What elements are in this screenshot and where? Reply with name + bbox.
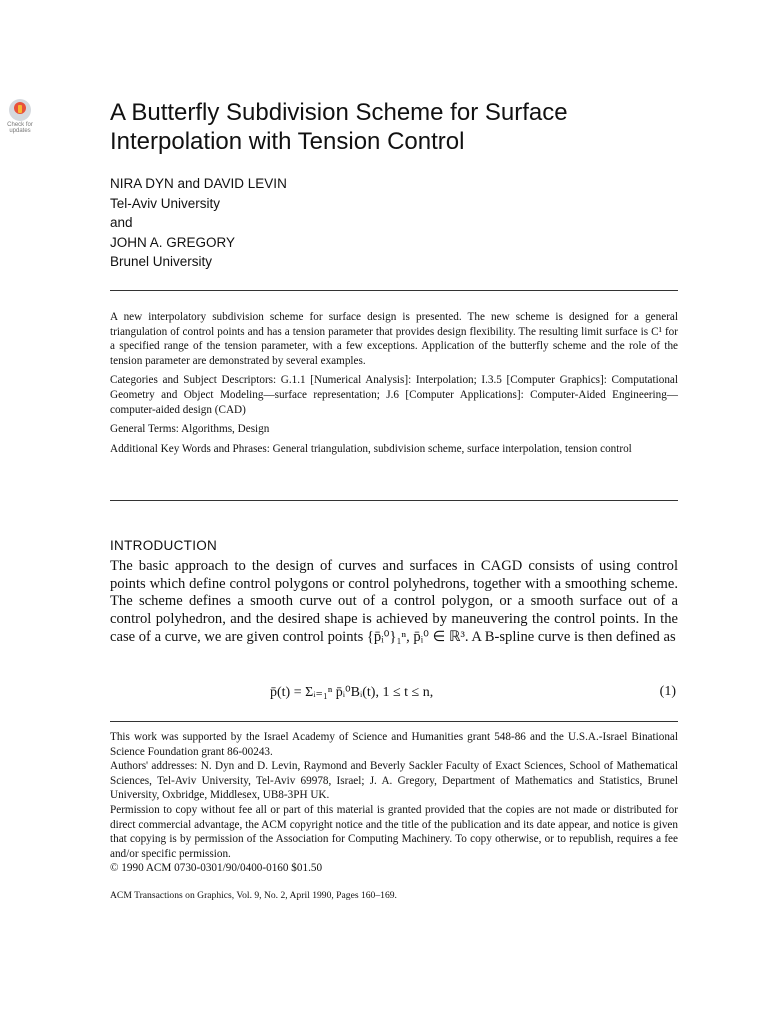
address-note: Authors' addresses: N. Dyn and D. Levin, Raymond and Beverly Sackler Faculty of Exact Sciences, School of Mathematical Sciences, Tel-Aviv University, Tel-Aviv 69978, Israel; J. A. Gregory, Department of Mathematics and Statistics, Brunel University, Oxbridge, Middlesex, UB8-3PH UK. [110, 760, 678, 802]
equation-body: p̄(t) = Σᵢ₌₁ⁿ p̄ᵢ⁰Bᵢ(t), 1 ≤ t ≤ n, [270, 685, 434, 700]
footnote-divider [110, 721, 678, 722]
funding-note: This work was supported by the Israel Academy of Science and Humanities grant 548-86 and the U.S.A.-Israel Binational Science Foundation grant 86-00243. [110, 731, 678, 758]
divider-top [110, 290, 678, 291]
journal-citation: ACM Transactions on Graphics, Vol. 9, No. 2, April 1990, Pages 160–169. [110, 890, 397, 901]
author-line: JOHN A. GREGORY [110, 234, 236, 250]
footnotes-block [110, 730, 678, 876]
equation-number: (1) [659, 684, 676, 699]
check-for-updates-badge[interactable] [4, 99, 36, 134]
equation-1 [110, 678, 678, 714]
section-heading: INTRODUCTION [110, 538, 218, 553]
categories-text: Categories and Subject Descriptors: G.1.1 [Numerical Analysis]: Interpolation; I.3.5 [Computer Graphics]: Computational Geometry and Object Modeling—surface representation; J.6 [Computer Applications]: Computer-Aided Engineering—computer-aided design (CAD) [110, 374, 678, 416]
permission-note: Permission to copy without fee all or part of this material is granted provided that the copies are not made or distributed for direct commercial advantage, the ACM copyright notice and the title of the publication and its date appear, and notice is given that copying is by permission of the Association for Computing Machinery. To copy otherwise, or to republish, requires a fee and/or specific permission. [110, 803, 678, 860]
introduction-body [110, 558, 678, 647]
affiliation-line: Tel-Aviv University [110, 195, 221, 211]
divider-bottom [110, 500, 678, 501]
general-terms-text: General Terms: Algorithms, Design [110, 423, 270, 436]
author-line: NIRA DYN and DAVID LEVIN [110, 176, 287, 191]
badge-label: Check for updates [7, 122, 33, 134]
keywords-text: Additional Key Words and Phrases: General triangulation, subdivision scheme, surface interpolation, tension control [110, 442, 632, 455]
affiliation-line: Brunel University [110, 254, 213, 270]
abstract-text: A new interpolatory subdivision scheme for surface design is presented. The new scheme is designed for a general triangulation of control points and has a tension parameter that provides design flexibility. The resulting limit surface is C¹ for a specified range of the tension parameter, with a few exceptions. Application of the butterfly scheme and the role of the tension parameter are demonstrated by several examples. [110, 311, 678, 367]
copyright-note: © 1990 ACM 0730-0301/90/0400-0160 $01.50 [110, 862, 323, 875]
paper-title: A Butterfly Subdivision Scheme for Surface Interpolation with Tension Control [110, 99, 568, 155]
introduction-paragraph: The basic approach to the design of curves and surfaces in CAGD consists of using control points which define control polygons or control polyhedrons, together with a smoothing scheme. The scheme defines a smooth curve out of a control polygon, or a smooth surface out of a control polyhedron, and the desired shape is achieved by maneuvering the control points. In the case of a curve, we are given control points {p̄ᵢ⁰}₁ⁿ, p̄ᵢ⁰ ∈ ℝ³. A B-spline curve is then defined as [110, 558, 678, 645]
check-for-updates-icon [9, 99, 31, 121]
abstract-block [110, 310, 678, 461]
author-conjunction: and [110, 215, 133, 231]
author-block [110, 174, 287, 272]
